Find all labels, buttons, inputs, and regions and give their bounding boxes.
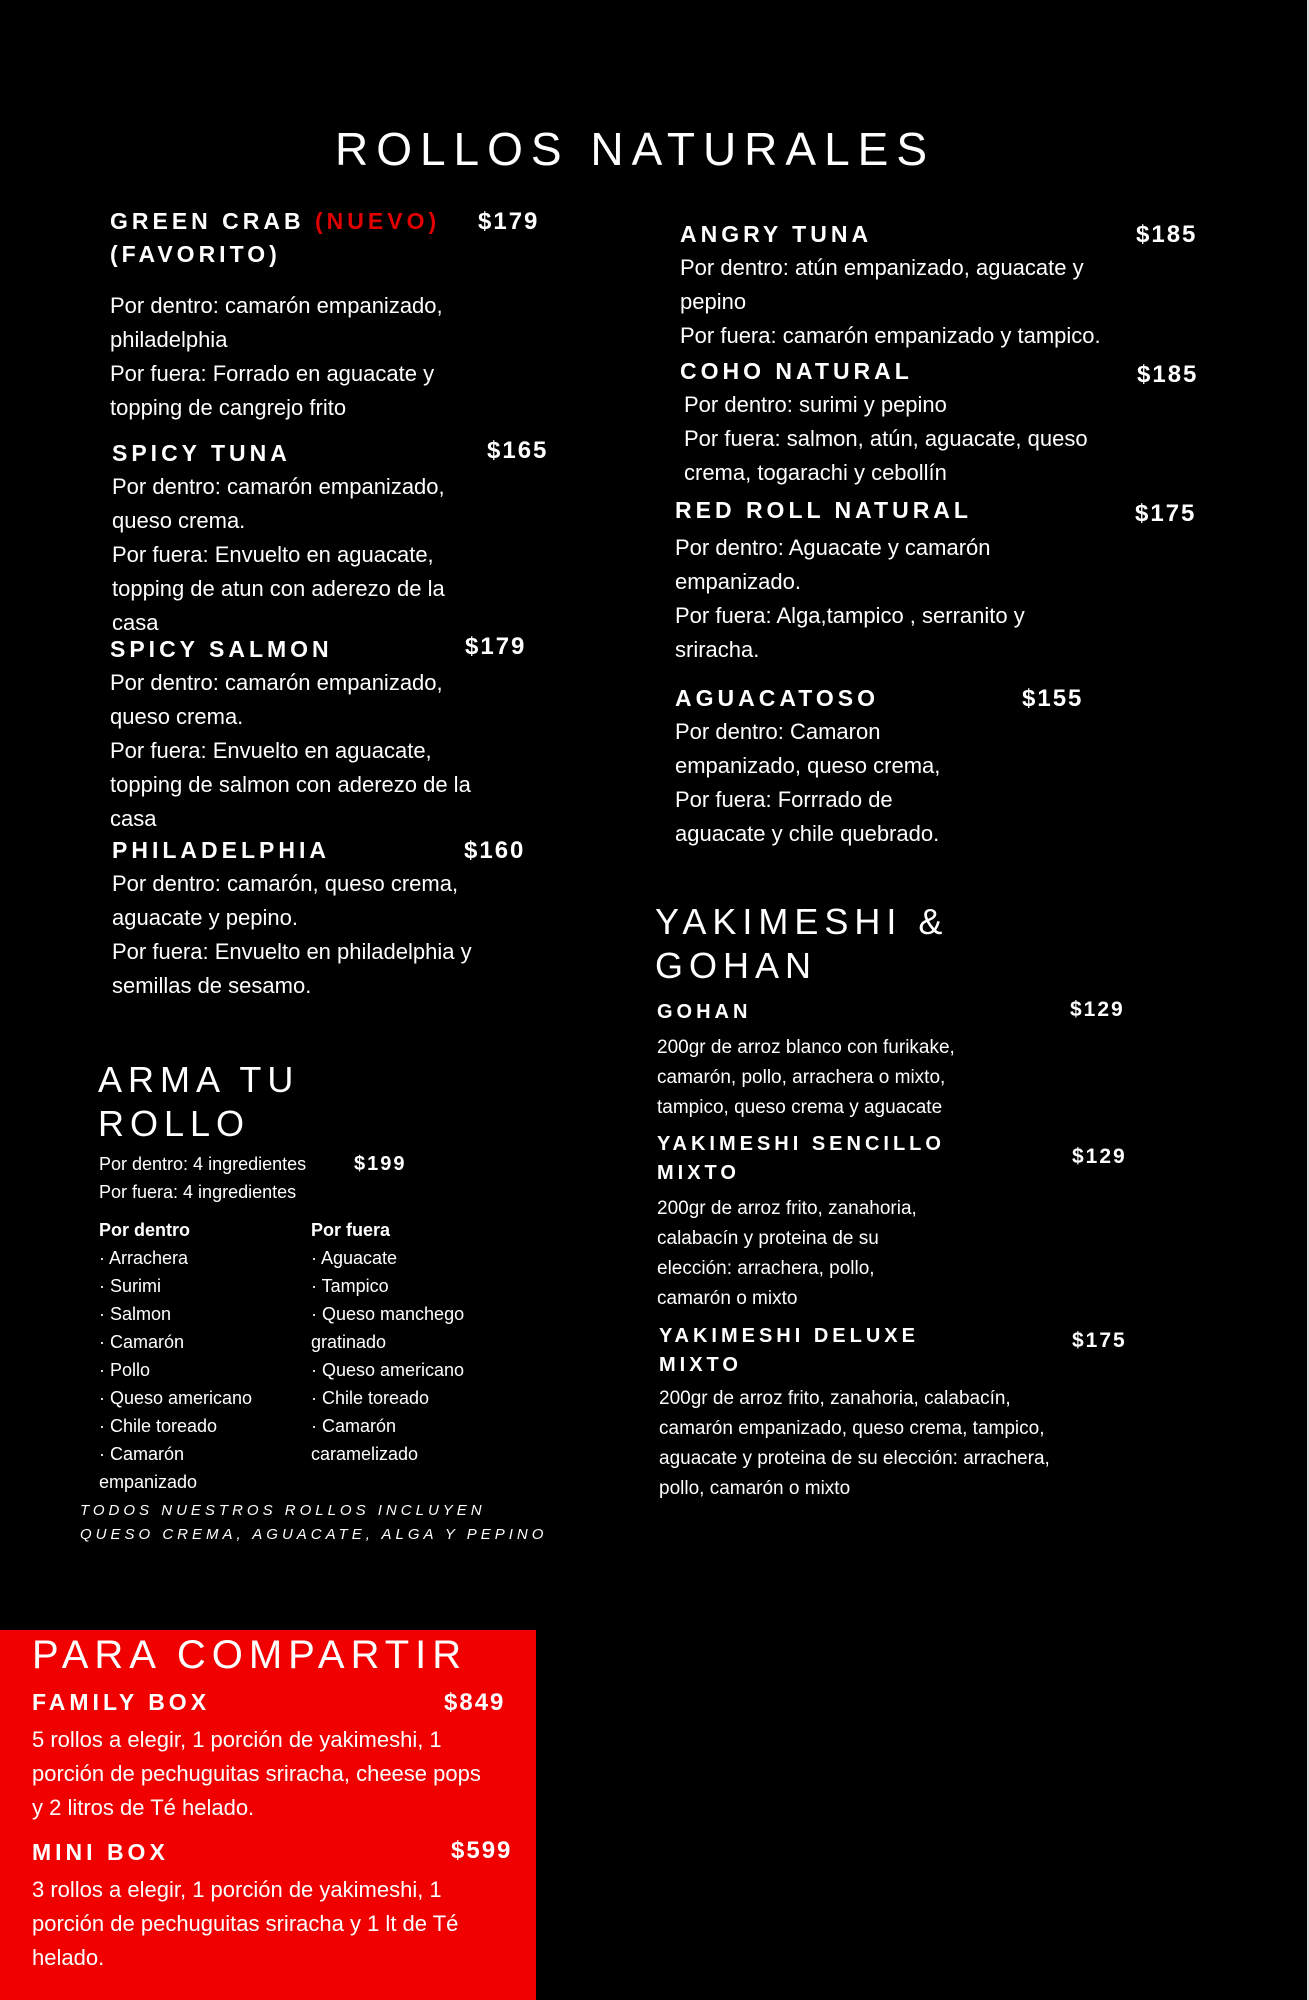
menu-item-yakimeshi-deluxe <box>659 1322 1139 1504</box>
outside-text: Por fuera: Forrado en aguacate y topping de cangrejo frito <box>110 361 435 420</box>
arma-outside-count: Por fuera: 4 ingredientes <box>99 1182 297 1202</box>
ingredient-item: · Queso manchego gratinado <box>311 1304 465 1352</box>
item-description: 200gr de arroz frito, zanahoria, calabacín, camarón empanizado, queso crema, tampico, aguacate y proteina de su elección: arrachera, pollo, camarón o mixto <box>659 1388 1050 1499</box>
inside-ingredients-list <box>99 1216 299 1496</box>
menu-item-spicy-salmon <box>110 633 550 836</box>
ingredient-item: · Queso americano <box>311 1360 465 1380</box>
para-compartir-panel <box>0 1630 536 2000</box>
item-description <box>110 666 490 836</box>
outside-text: Por fuera: camarón empanizado y tampico. <box>680 323 1101 348</box>
item-price: $185 <box>1136 221 1198 248</box>
arma-price: $199 <box>354 1153 407 1175</box>
item-description <box>112 867 492 1003</box>
item-price: $160 <box>464 837 526 864</box>
item-name: RED ROLL NATURAL <box>675 497 972 523</box>
item-description <box>675 715 975 851</box>
item-description: 3 rollos a elegir, 1 porción de yakimeshi, 1 porción de pechuguitas sriracha y 1 lt de Té helado. <box>32 1877 459 1970</box>
menu-item-spicy-tuna <box>112 437 552 640</box>
item-name: MINI BOX <box>32 1839 169 1865</box>
item-price: $165 <box>487 437 549 464</box>
outside-text: Por fuera: Envuelto en aguacate, topping de salmon con aderezo de la casa <box>110 738 471 831</box>
outside-ingredients-list <box>311 1216 491 1468</box>
item-price: $179 <box>478 208 540 235</box>
item-description <box>684 388 1134 490</box>
menu-item-family-box <box>32 1686 522 1825</box>
outside-text: Por fuera: salmon, atún, aguacate, queso crema, togarachi y cebollín <box>684 426 1088 485</box>
arma-tu-rollo-title: ARMA TU ROLLO <box>98 1059 300 1144</box>
item-description: 200gr de arroz blanco con furikake, camarón, pollo, arrachera o mixto, tampico, queso crema y aguacate <box>657 1037 955 1118</box>
inside-text: Por dentro: camarón empanizado, philadelphia <box>110 293 443 352</box>
ingredient-item: · Queso americano <box>99 1388 253 1408</box>
menu-item-green-crab <box>110 205 550 425</box>
ingredient-item: · Chile toreado <box>99 1416 218 1436</box>
item-name: COHO NATURAL <box>680 358 913 384</box>
favorite-tag: (FAVORITO) <box>110 241 281 267</box>
item-name-text: GREEN CRAB <box>110 208 305 234</box>
item-name: AGUACATOSO <box>675 685 879 711</box>
menu-item-philadelphia <box>112 834 552 1003</box>
inside-text: Por dentro: camarón empanizado, queso crema. <box>112 474 445 533</box>
item-price: $129 <box>1072 1145 1127 1168</box>
menu-item-coho-natural <box>680 355 1200 490</box>
menu-item-mini-box <box>32 1836 522 1975</box>
item-description <box>112 470 492 640</box>
item-price: $129 <box>1070 998 1125 1021</box>
item-price: $175 <box>1072 1329 1127 1352</box>
item-description <box>680 251 1150 353</box>
menu-item-yakimeshi-sencillo <box>657 1130 1137 1314</box>
item-name: YAKIMESHI SENCILLO MIXTO <box>657 1133 945 1184</box>
ingredient-item: · Aguacate <box>311 1248 398 1268</box>
item-name: FAMILY BOX <box>32 1689 211 1715</box>
item-description <box>110 289 510 425</box>
item-description: 200gr de arroz frito, zanahoria, calabacín y proteina de su elección: arrachera, pollo, camarón o mixto <box>657 1198 917 1309</box>
item-name: SPICY SALMON <box>110 636 333 662</box>
item-description <box>675 531 1075 667</box>
arma-inside-count: Por dentro: 4 ingredientes <box>99 1154 307 1174</box>
item-name: GOHAN <box>657 1001 752 1023</box>
outside-text: Por fuera: Envuelto en aguacate, topping de atun con aderezo de la casa <box>112 542 445 635</box>
ingredient-item: · Camarón <box>99 1332 185 1352</box>
item-price: $179 <box>465 633 527 660</box>
ingredient-item: · Camarón empanizado <box>99 1444 198 1492</box>
yakimeshi-title: YAKIMESHI & GOHAN <box>655 901 949 986</box>
new-tag: (NUEVO) <box>315 208 441 234</box>
menu-item-aguacatoso <box>675 682 1125 851</box>
item-description: 5 rollos a elegir, 1 porción de yakimeshi, 1 porción de pechuguitas sriracha, cheese pops y 2 litros de Té helado. <box>32 1727 481 1820</box>
item-name: YAKIMESHI DELUXE MIXTO <box>659 1325 919 1376</box>
outside-text: Por fuera: Envuelto en philadelphia y semillas de sesamo. <box>112 939 472 998</box>
menu-item-gohan <box>657 998 1137 1123</box>
ingredient-item: · Pollo <box>99 1360 151 1380</box>
ingredient-item: · Camarón caramelizado <box>311 1416 419 1464</box>
para-compartir-title: PARA COMPARTIR <box>32 1633 468 1677</box>
inside-text: Por dentro: Aguacate y camarón empanizado. <box>675 535 991 594</box>
inside-text: Por dentro: camarón, queso crema, aguacate y pepino. <box>112 871 459 930</box>
ingredient-item: · Chile toreado <box>311 1388 430 1408</box>
inside-text: Por dentro: camarón empanizado, queso crema. <box>110 670 443 729</box>
ingredient-item: · Tampico <box>311 1276 389 1296</box>
outside-text: Por fuera: Forrrado de aguacate y chile quebrado. <box>675 787 940 846</box>
outside-heading: Por fuera <box>311 1220 391 1240</box>
menu-item-red-roll-natural <box>675 494 1200 667</box>
rolls-footnote: TODOS NUESTROS ROLLOS INCLUYEN QUESO CREMA, AGUACATE, ALGA Y PEPINO <box>80 1502 548 1543</box>
item-name: SPICY TUNA <box>112 440 291 466</box>
inside-heading: Por dentro <box>99 1220 191 1240</box>
item-name: ANGRY TUNA <box>680 221 873 247</box>
item-price: $185 <box>1137 361 1199 388</box>
page-title: ROLLOS NATURALES <box>334 123 936 175</box>
ingredient-item: · Surimi <box>99 1276 161 1296</box>
item-price: $599 <box>451 1837 513 1864</box>
inside-text: Por dentro: atún empanizado, aguacate y pepino <box>680 255 1084 314</box>
ingredient-item: · Salmon <box>99 1304 172 1324</box>
menu-item-angry-tuna <box>680 218 1200 353</box>
item-price: $849 <box>444 1689 506 1716</box>
item-price: $175 <box>1135 500 1197 527</box>
item-price: $155 <box>1022 685 1084 712</box>
inside-text: Por dentro: surimi y pepino <box>684 392 947 417</box>
arma-tu-rollo-summary <box>99 1150 439 1206</box>
outside-text: Por fuera: Alga,tampico , serranito y sriracha. <box>675 603 1025 662</box>
item-name: PHILADELPHIA <box>112 837 330 863</box>
ingredient-item: · Arrachera <box>99 1248 189 1268</box>
inside-text: Por dentro: Camaron empanizado, queso crema, <box>675 719 941 778</box>
